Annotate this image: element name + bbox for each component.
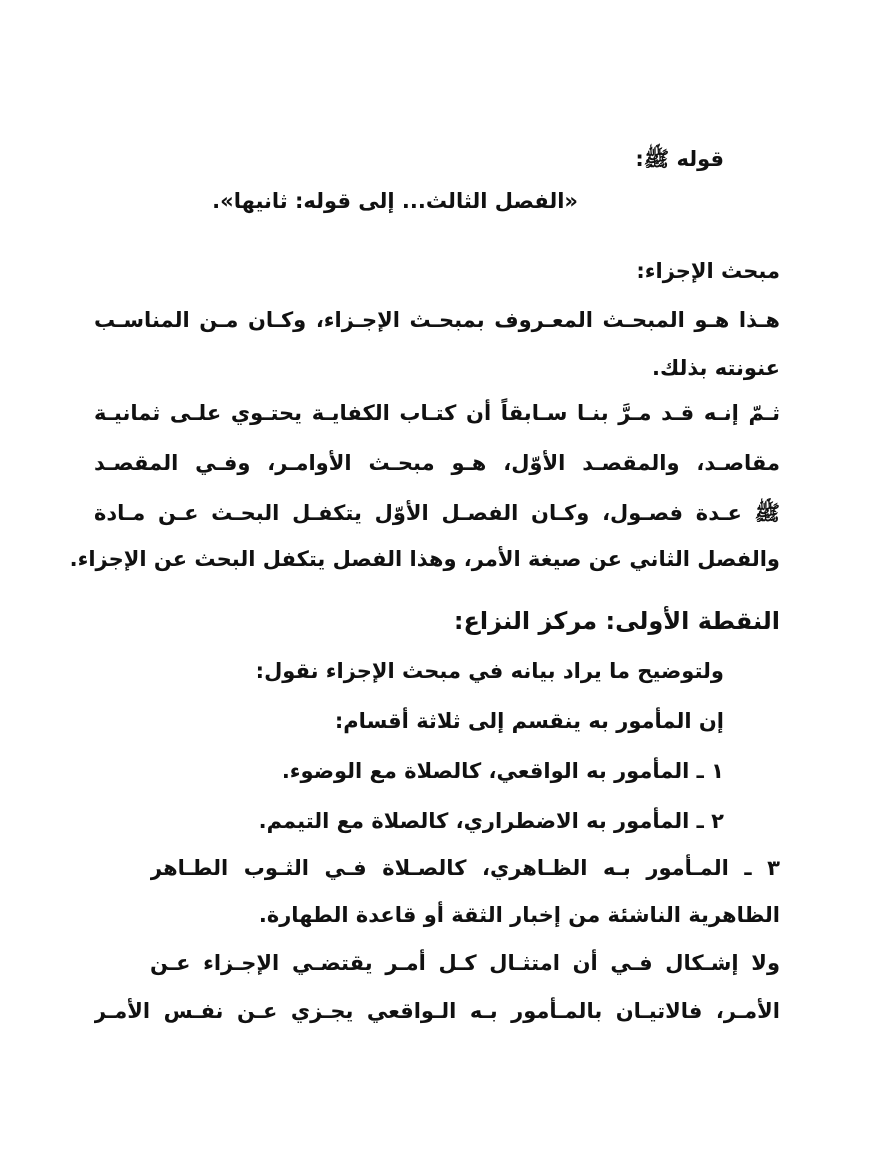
quote-line: «الفصل الثالث... إلى قوله: ثانيها».	[212, 189, 578, 213]
section-title: مبحث الإجزاء:	[636, 259, 780, 283]
paragraph-line: ثـمّ إنـه قـد مـرَّ بنـا سـابقاً أن كتـاب الكفايـة يحتـوي علـى ثمانيـة	[94, 401, 780, 425]
point-title: النقطة الأولى: مركز النزاع:	[453, 607, 780, 635]
paragraph-line: إن المأمور به ينقسم إلى ثلاثة أقسام:	[334, 709, 724, 733]
paragraph-line: ﷺ عـدة فصـول، وكـان الفصـل الأوّل يتكفـل البحـث عـن مـادة	[94, 501, 780, 525]
list-item: ٢ ـ المأمور به الاضطراري، كالصلاة مع التيمم.	[258, 809, 724, 833]
paragraph-line: الأمـر، فالاتيـان بالمـأمور بـه الـواقعي يجـزي عـن نفـس الأمـر	[94, 999, 780, 1023]
list-item: ١ ـ المأمور به الواقعي، كالصلاة مع الوضوء.	[281, 759, 724, 783]
paragraph-line: هـذا هـو المبحـث المعـروف بمبحـث الإجـزاء، وكـان مـن المناسـب	[94, 308, 780, 332]
paragraph-line: ولتوضيح ما يراد بيانه في مبحث الإجزاء نقول:	[255, 659, 724, 683]
paragraph-line: مقاصـد، والمقصـد الأوّل، هـو مبحـث الأوامـر، وفـي المقصـد	[94, 451, 780, 475]
list-item: ٣ ـ المـأمور بـه الظـاهري، كالصـلاة فـي الثـوب الطـاهر	[150, 856, 780, 880]
paragraph-line: ولا إشـكال فـي أن امتثـال كـل أمـر يقتضـي الإجـزاء عـن	[150, 951, 780, 975]
paragraph-line: عنونته بذلك.	[651, 356, 780, 380]
paragraph-line: والفصل الثاني عن صيغة الأمر، وهذا الفصل يتكفل البحث عن الإجزاء.	[69, 547, 780, 571]
quote-intro: قوله ﷺ:	[635, 147, 724, 171]
list-item-continuation: الظاهرية الناشئة من إخبار الثقة أو قاعدة الطهارة.	[258, 903, 780, 927]
